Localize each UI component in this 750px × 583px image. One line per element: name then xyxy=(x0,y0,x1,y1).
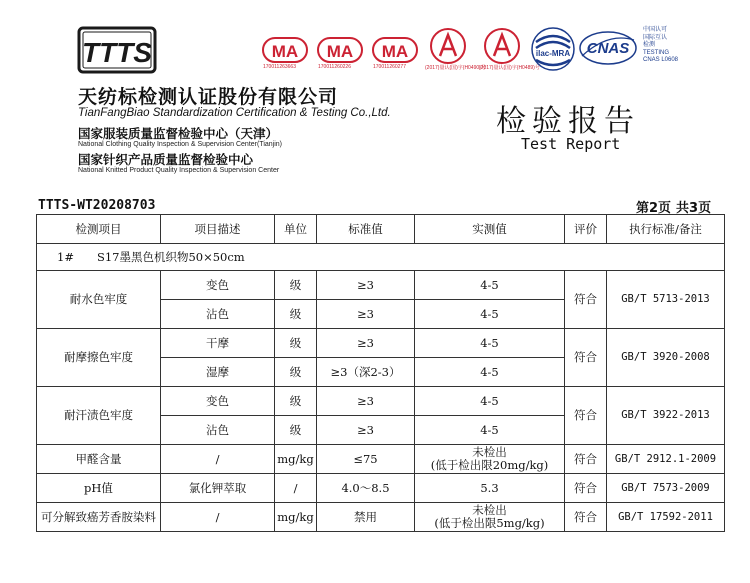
cal-number: (2017)量认(国)字(H0490)号 xyxy=(425,65,486,71)
standard-cell: GB/T 2912.1-2009 xyxy=(607,445,725,474)
table-row xyxy=(37,445,725,474)
std-cell: ≥3 xyxy=(317,329,415,358)
standard-cell: GB/T 3922-2013 xyxy=(607,387,725,445)
company-name-cn: 天纺标检测认证股份有限公司 xyxy=(78,86,339,108)
unit-cell: / xyxy=(275,474,317,503)
result-cell: 5.3 xyxy=(415,474,565,503)
desc-cell: 湿摩 xyxy=(161,358,275,387)
cal-mark-icon xyxy=(428,26,468,66)
report-title-en: Test Report xyxy=(521,135,621,153)
desc-cell: 氯化钾萃取 xyxy=(161,474,275,503)
eval-cell: 符合 xyxy=(565,387,607,445)
standard-cell: GB/T 5713-2013 xyxy=(607,271,725,329)
table-row xyxy=(37,329,725,358)
header-item: 检测项目 xyxy=(37,215,161,244)
standard-cell: GB/T 7573-2009 xyxy=(607,474,725,503)
eval-cell: 符合 xyxy=(565,445,607,474)
cma-mark-icon xyxy=(262,30,308,68)
unit-cell: 级 xyxy=(275,300,317,329)
header-unit: 单位 xyxy=(275,215,317,244)
item-cell: 耐摩擦色牢度 xyxy=(37,329,161,387)
desc-cell: 沾色 xyxy=(161,416,275,445)
unit-cell: 级 xyxy=(275,329,317,358)
eval-cell: 符合 xyxy=(565,271,607,329)
std-cell: ≤75 xyxy=(317,445,415,474)
std-cell: ≥3 xyxy=(317,271,415,300)
std-cell: 4.0～8.5 xyxy=(317,474,415,503)
center2-name-cn: 国家针织产品质量监督检验中心 xyxy=(78,152,254,167)
center1-name-cn: 国家服装质量监督检验中心（天津） xyxy=(78,126,279,141)
item-cell: 甲醛含量 xyxy=(37,445,161,474)
cnas-logo-icon xyxy=(578,28,638,68)
results-table xyxy=(36,214,725,532)
eval-cell: 符合 xyxy=(565,503,607,532)
cal-number: (2017)量认(国)字(H0489)号 xyxy=(479,65,540,71)
cma-mark-icon xyxy=(372,30,418,68)
center1-name-en: National Clothing Quality Inspection & Supervision Center(Tianjin) xyxy=(78,141,283,148)
std-cell: ≥3 xyxy=(317,300,415,329)
ilac-mra-icon xyxy=(530,26,576,72)
desc-cell: / xyxy=(161,445,275,474)
result-cell: 未检出 (低于检出限20mg/kg) xyxy=(415,445,565,474)
result-cell: 未检出 (低于检出限5mg/kg) xyxy=(415,503,565,532)
std-cell: ≥3 xyxy=(317,416,415,445)
desc-cell: 变色 xyxy=(161,271,275,300)
unit-cell: 级 xyxy=(275,358,317,387)
result-cell: 4-5 xyxy=(415,329,565,358)
header-result: 实测值 xyxy=(415,215,565,244)
unit-cell: mg/kg xyxy=(275,445,317,474)
cma-mark-icon xyxy=(317,30,363,68)
desc-cell: / xyxy=(161,503,275,532)
unit-cell: 级 xyxy=(275,416,317,445)
header-std: 标准值 xyxy=(317,215,415,244)
cma-number: 170011260277 xyxy=(373,64,406,70)
page-number: 第2页 xyxy=(636,201,672,216)
sample-row: 1# S17墨黑色机织物50×50cm xyxy=(37,244,725,271)
header-eval: 评价 xyxy=(565,215,607,244)
total-pages: 共3页 xyxy=(676,201,712,216)
table-row xyxy=(37,474,725,503)
svg-text:MA: MA xyxy=(271,42,299,61)
result-cell: 4-5 xyxy=(415,387,565,416)
center2-name-en: National Knitted Product Quality Inspection & Supervision Center xyxy=(78,167,280,174)
result-cell: 4-5 xyxy=(415,300,565,329)
cma-number: 170011263663 xyxy=(263,64,296,70)
std-cell: 禁用 xyxy=(317,503,415,532)
unit-cell: 级 xyxy=(275,387,317,416)
standard-cell: GB/T 3920-2008 xyxy=(607,329,725,387)
std-cell: ≥3（深2-3） xyxy=(317,358,415,387)
svg-text:MA: MA xyxy=(381,42,409,61)
cnas-accreditation-text: 中国认可 国际互认 检测 TESTING CNAS L0608 xyxy=(643,27,679,63)
eval-cell: 符合 xyxy=(565,329,607,387)
std-cell: ≥3 xyxy=(317,387,415,416)
cma-number: 170011260226 xyxy=(318,64,351,70)
unit-cell: mg/kg xyxy=(275,503,317,532)
report-number: TTTS-WT20208703 xyxy=(38,198,156,213)
report-title-cn: 检验报告 xyxy=(496,104,640,139)
svg-text:TTTS: TTTS xyxy=(82,37,152,68)
result-cell: 4-5 xyxy=(415,271,565,300)
item-cell: 耐汗渍色牢度 xyxy=(37,387,161,445)
ttts-logo xyxy=(77,26,157,74)
svg-text:CNAS: CNAS xyxy=(586,40,630,57)
item-cell: 可分解致癌芳香胺染料 xyxy=(37,503,161,532)
eval-cell: 符合 xyxy=(565,474,607,503)
result-cell: 4-5 xyxy=(415,416,565,445)
company-name-en: TianFangBiao Standardization Certification & Testing Co.,Ltd. xyxy=(78,107,391,119)
svg-text:MA: MA xyxy=(326,42,354,61)
cal-mark-icon xyxy=(482,26,522,66)
header-desc: 项目描述 xyxy=(161,215,275,244)
item-cell: 耐水色牢度 xyxy=(37,271,161,329)
item-cell: pH值 xyxy=(37,474,161,503)
unit-cell: 级 xyxy=(275,271,317,300)
svg-text:ilac-MRA: ilac-MRA xyxy=(535,49,571,58)
standard-cell: GB/T 17592-2011 xyxy=(607,503,725,532)
result-cell: 4-5 xyxy=(415,358,565,387)
table-row xyxy=(37,271,725,300)
table-row xyxy=(37,503,725,532)
desc-cell: 变色 xyxy=(161,387,275,416)
header-standard: 执行标准/备注 xyxy=(607,215,725,244)
desc-cell: 干摩 xyxy=(161,329,275,358)
desc-cell: 沾色 xyxy=(161,300,275,329)
table-row xyxy=(37,387,725,416)
